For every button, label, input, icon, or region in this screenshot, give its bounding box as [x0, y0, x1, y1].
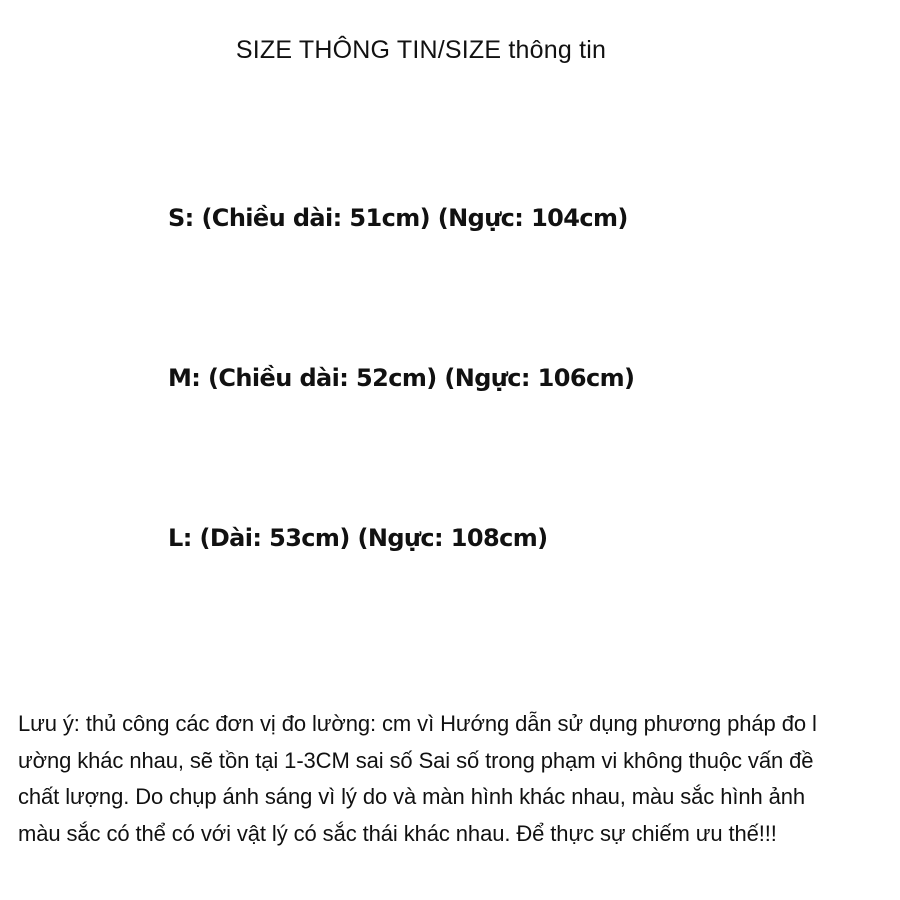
size-l-line: L: (Dài: 53cm) (Ngực: 108cm)	[168, 524, 548, 552]
note-line-1: Lưu ý: thủ công các đơn vị đo lường: cm vì Hướng dẫn sử dụng phương pháp đo l	[18, 711, 817, 736]
note-line-3: chất lượng. Do chụp ánh sáng vì lý do và màn hình khác nhau, màu sắc hình ảnh	[18, 784, 806, 809]
size-m-line: M: (Chiều dài: 52cm) (Ngực: 106cm)	[168, 364, 635, 392]
size-s-line: S: (Chiều dài: 51cm) (Ngực: 104cm)	[168, 204, 628, 232]
measurement-note	[18, 706, 878, 852]
note-line-2: ường khác nhau, sẽ tồn tại 1-3CM sai số Sai số trong phạm vi không thuộc vấn đề	[18, 747, 814, 773]
note-line-4: màu sắc có thể có với vật lý có sắc thái khác nhau. Để thực sự chiếm ưu thế!!!	[18, 820, 777, 846]
page-title: SIZE THÔNG TIN/SIZE thông tin	[235, 36, 607, 64]
